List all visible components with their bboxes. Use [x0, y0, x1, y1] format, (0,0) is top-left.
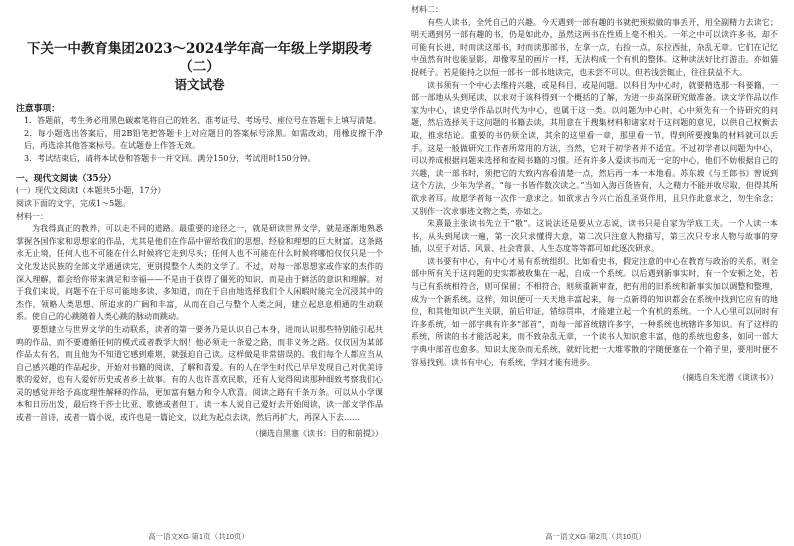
note-item: 1．答题前，考生务必用黑色碳素笔将自己的姓名、准考证号、考场号、座位号在答题卡上填写清楚。 — [24, 116, 382, 125]
body-paragraph: 要想建立与世界文学的生动联系，读者的第一要务乃是认识自己本身，进而认识那些特别能引起共鸣的作品，而不要遵循任何的模式或者教学大纲！他必须走一条爱之路，而非义务之路。仅仅因为某部作品太有名，而且他为不知道它感到难堪，就强迫自己读。这样做是非常错误的。我们每个人都应当从自己感兴趣的作品起步，开始对书籍的阅读、了解和喜爱。有的人在学生时代已早早发现自己对优美诗歌的爱好，也有人爱好历史或者乡土故事。有的人也许喜欢民歌，还有人觉得阅读那种细致考察我们心灵的感觉并给予高度理性解释的作品，更加富有魅力和令人欣喜。阅读之路有千条万条。可以从小学课本和日历出发，最后终于莎士比亚、歌德或者但丁。读一本人说自己爱好去开始阅读，读一部文学作品或者一首诗，或者一篇小说，或许也是一篇论文，以此为起点去读，然后再扩大，再深入下去…… — [16, 324, 383, 423]
source-citation: （摘选自黑塞《读书：目的和前提》） — [251, 428, 383, 438]
section-heading: 一、现代文阅读（35分） — [16, 174, 117, 185]
source-citation: （摘选自朱光潜《谈读书》） — [678, 373, 778, 383]
material-label: 材料二： — [411, 5, 443, 14]
exam-subtitle: 语文试卷 — [174, 77, 225, 92]
body-paragraph: 有些人读书，全凭自己的兴趣。今天遇到一部有趣的书就把预拟做的事丢开，用全副精力去读它；明天遇到另一部有趣的书，仍是如此办，虽然这两书在性质上毫不相关。一年之中可以读许多书，却不可能有长进，时而读这部书，时而读那部书，左拿一点，右捡一点，东拉西扯，杂乱无章。它们在记忆中虽然有时也能显影，却像零星的画片一样，无法构成一个有机的整体。这种读法好比打游击。亦如猫捉耗子。若是能持之以恒一部书一部书地读完，也未尝不可以。但若浅尝辄止，往往获益不大。 — [411, 17, 778, 77]
page-footer: 高一语文XG·第2页（共10页） — [545, 532, 646, 541]
instruction: 阅读下面的文字，完成1～5题。 — [16, 198, 131, 208]
note-item: 2．每小题选出答案后，用2B铅笔把答题卡上对应题目的答案标号涂黑。如需改动，用橡皮擦干净后，再选涂其他答案标号。在试题卷上作答无效。 — [24, 128, 383, 151]
body-paragraph: 朱熹最主张读书先立于“敬”。这说法还是要从立志说，读书只是自家为学底工夫。一个人读一本书，从头到尾读一遍，第一次只求懂得大意，第二次只注意人物描写，第三次只专求人物与故事的穿插，以至于对话、风景、社会背景、人生态度等等都可如此逐次研求。 — [411, 219, 778, 254]
body-paragraph: 读书要有中心，有中心才易有系统组织。比如看史书，假定注意的中心在教育与政治的关系，则全部中所有关于这问题的史实都被收集在一起，自成一个系统。以后遇到新事实时，有一个安顿之处，若与已有系统相符合，则可保留；不相符合，则须重新审查，把有用的旧系统和新事实加以调整和整理，成为一个新系统。这样，知识便可一天天地丰富起来，每一点新得的知识都会在系统中找到它应有的地位，和其他知识产生关联，前后印证，错综贯串，才能建立起一个有机的系统。一个人心里可以同时有许多系统，如一部字典有许多“部首”，而每一部首统辖许多字，一种系统也统辖许多知识。有了这样的系统，所读的书才能活起来，而不致杂乱无章，一个读书人知识愈丰富，他的系统也愈多，如同一部大字典中部首也愈多。知识太庞杂而无系统，就好比把一大堆零散的字随便塞在一个箱子里，要用时便不容易找到。读书有中心，有系统，学问才能有进步。 — [411, 256, 778, 367]
notes-list — [16, 115, 383, 165]
exam-title: 下关一中教育集团2023～2024学年高一年级上学期段考（二） — [26, 41, 373, 75]
note-item: 3．考试结束后，请将本试卷和答题卡一并交回。满分150分，考试用时150分钟。 — [24, 153, 316, 163]
notes-heading: 注意事项： — [16, 104, 60, 114]
page-footer: 高一语文XG·第1页（共10页） — [148, 532, 249, 541]
body-paragraph: 读书须有一个中心去维持兴趣，或是科目，或是问题。以科目为中心时，就要精选那一科要籍，一部一部地从头到尾读，以求对于该科得到一个概括的了解，为进一步高深研究做准备。读文学作品以作家为中心，读史学作品以时代为中心，也属于这一类。以问题为中心时，心中须先有一个待研究的问题，然后选择关于这问题的书籍去读，其用意在于搜集材料和诸家对于这问题的意见，以供自己权衡去取，推求结论。重要的书仍须全读，其余的这里看一章，那里看一节，得到所要搜集的材料就可以丢手。这是一般做研究工作者所常用的方法，当然，它对于初学者并不适宜。不过初学者以问题为中心，可以养成根据问题来选择和查阅书籍的习惯。还有许多人爱读书而无一定的中心，他们不妨根据自己的兴趣，读一部书时，须把它的大致内容看清楚一点，然后再一本一本地看。苏东坡《与王郎书》曾说到这个方法，少年为学者，“每一书皆作数次读之。”当如入海百货皆有，人之精力不能并收尽取，但得其所欲求者耳。故愿学者每一次作一意求之。如欲求古今兴亡治乱圣贤作用，且只作此意求之，勿生余念；又别作一次求事迹文物之类，亦如之。 — [411, 80, 778, 216]
material-label: 材料一： — [16, 211, 48, 221]
page-right — [397, 0, 794, 546]
subsection-heading: (一）现代文阅读Ⅰ（本题共5小题，17分） — [16, 186, 166, 196]
body-paragraph: 为我得真正的教养，可以走不同的道路。最重要的途径之一，就是研读世界文学，就是逐渐地熟悉掌握各国作家和思想家的作品，尤其是他们在作品中留给我们的思想、经验和理想的巨大财富。这条路永无止境，任何人也不可能在什么时候将它走到尽头；任何人也不可能在什么时候将哪怕仅仅只是一个文化发达民族的全部文学通通读完，更别提整个人类的文学了。不过，对每一部思想家或作家的杰作的深入理解，都会给你带来满足和幸福——不是由于获得了僵死的知识，而是由于鲜活的意识和理解。对于我们来说，问题不在于尽可能地多读、多知道，而在于自由地选择我们个人闲暇时能完全沉浸其中的杰作，领略人类思想、所追求的广阔和丰富，从而在自己与整个人类之间，建立起息息相通的生动联系。使自己的心跳随着人类心跳的脉动而跳动。 — [16, 224, 383, 322]
